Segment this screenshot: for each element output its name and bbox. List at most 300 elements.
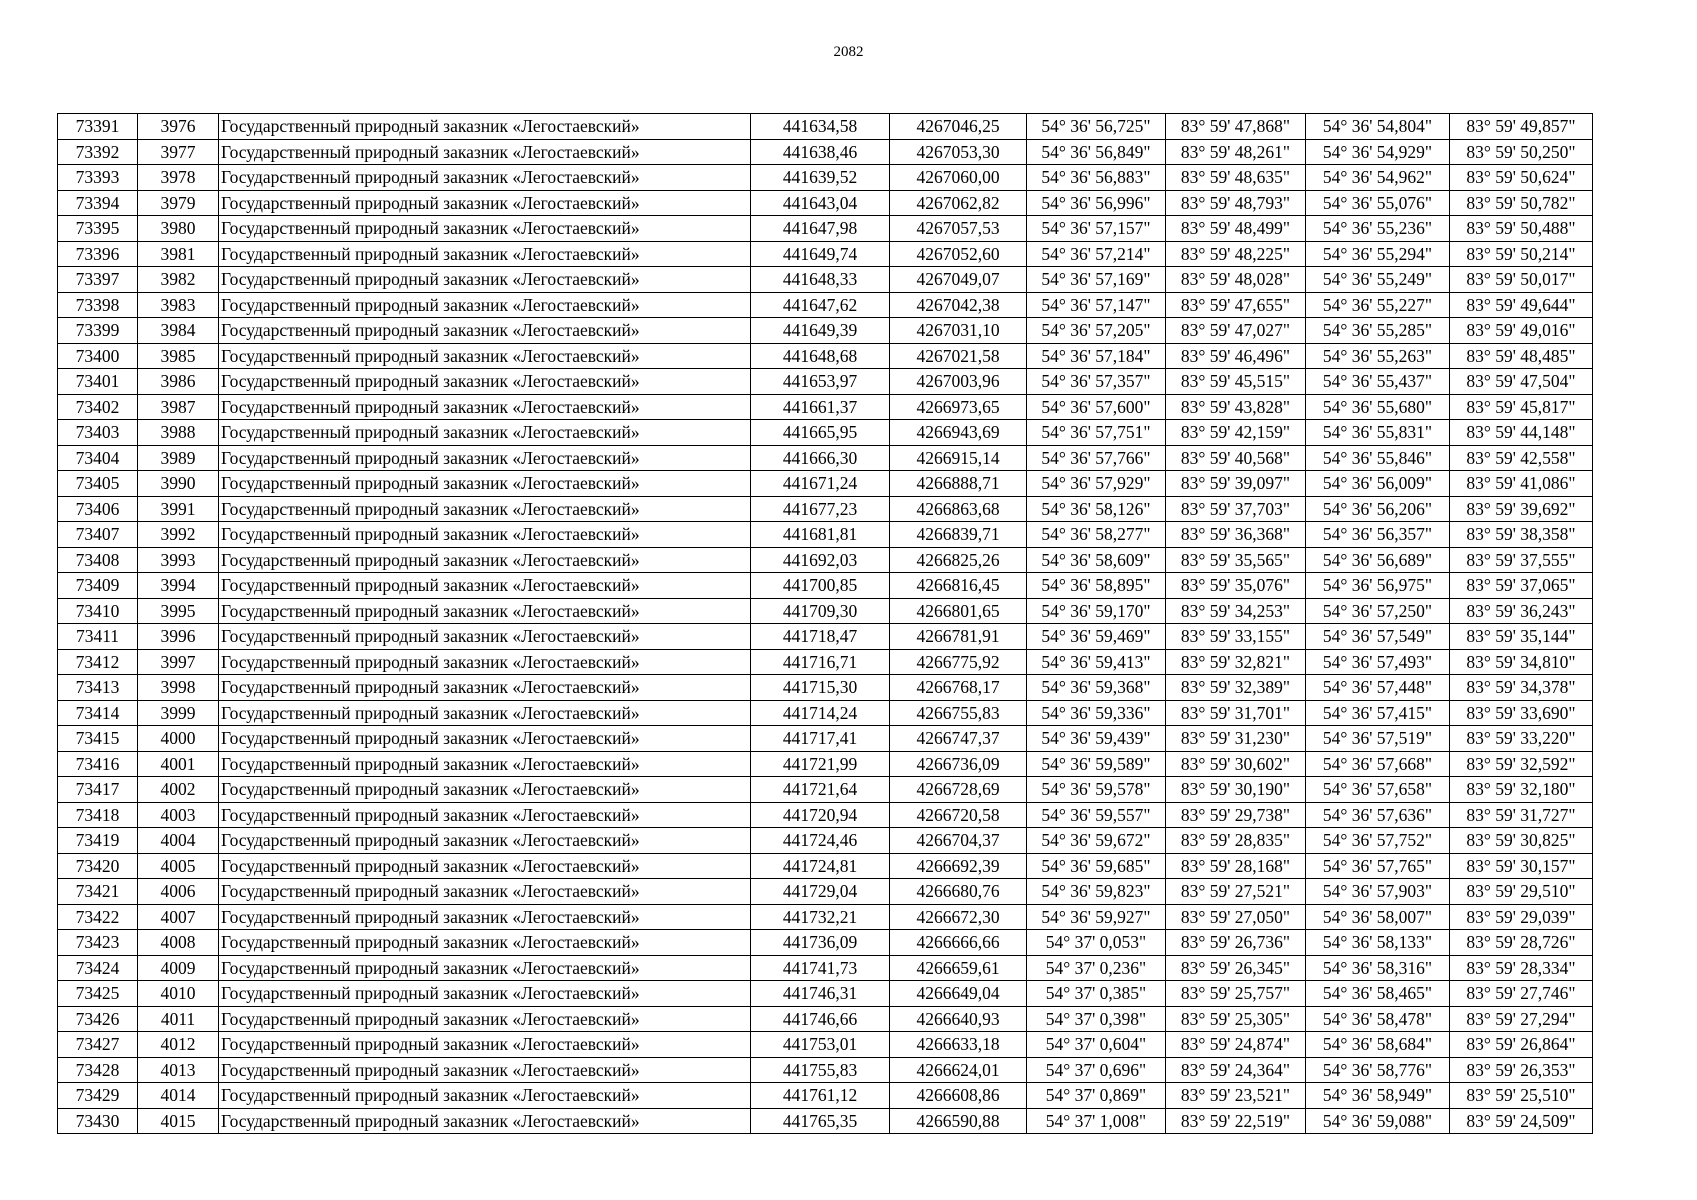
- zone-name-cell: Государственный природный заказник «Легостаевский»: [219, 420, 751, 446]
- row-index-cell: 73423: [58, 930, 138, 956]
- zone-name-cell: Государственный природный заказник «Легостаевский»: [219, 139, 751, 165]
- zone-name-cell: Государственный природный заказник «Легостаевский»: [219, 1083, 751, 1109]
- latitude-2-cell: 54° 36' 58,478": [1306, 1006, 1450, 1032]
- coord-x-cell: 441638,46: [751, 139, 890, 165]
- zone-name-cell: Государственный природный заказник «Легостаевский»: [219, 1006, 751, 1032]
- latitude-1-cell: 54° 37' 0,236": [1027, 955, 1166, 981]
- point-number-cell: 3976: [138, 114, 219, 140]
- longitude-1-cell: 83° 59' 25,757": [1166, 981, 1306, 1007]
- row-index-cell: 73419: [58, 828, 138, 854]
- table-row: [58, 241, 1593, 267]
- point-number-cell: 3982: [138, 267, 219, 293]
- longitude-2-cell: 83° 59' 29,039": [1450, 904, 1593, 930]
- longitude-1-cell: 83° 59' 30,190": [1166, 777, 1306, 803]
- zone-name-cell: Государственный природный заказник «Легостаевский»: [219, 777, 751, 803]
- point-number-cell: 3990: [138, 471, 219, 497]
- latitude-2-cell: 54° 36' 58,316": [1306, 955, 1450, 981]
- coord-y-cell: 4267052,60: [890, 241, 1027, 267]
- zone-name-cell: Государственный природный заказник «Легостаевский»: [219, 853, 751, 879]
- latitude-2-cell: 54° 36' 56,206": [1306, 496, 1450, 522]
- coord-y-cell: 4266640,93: [890, 1006, 1027, 1032]
- zone-name-cell: Государственный природный заказник «Легостаевский»: [219, 165, 751, 191]
- point-number-cell: 4015: [138, 1108, 219, 1134]
- coord-y-cell: 4266590,88: [890, 1108, 1027, 1134]
- coord-y-cell: 4267060,00: [890, 165, 1027, 191]
- latitude-1-cell: 54° 36' 58,126": [1027, 496, 1166, 522]
- table-row: [58, 420, 1593, 446]
- coord-x-cell: 441732,21: [751, 904, 890, 930]
- longitude-1-cell: 83° 59' 33,155": [1166, 624, 1306, 650]
- latitude-1-cell: 54° 36' 57,357": [1027, 369, 1166, 395]
- table-row: [58, 522, 1593, 548]
- row-index-cell: 73398: [58, 292, 138, 318]
- longitude-1-cell: 83° 59' 35,076": [1166, 573, 1306, 599]
- latitude-2-cell: 54° 36' 59,088": [1306, 1108, 1450, 1134]
- row-index-cell: 73391: [58, 114, 138, 140]
- table-row: [58, 598, 1593, 624]
- coord-y-cell: 4266659,61: [890, 955, 1027, 981]
- point-number-cell: 3980: [138, 216, 219, 242]
- longitude-2-cell: 83° 59' 34,810": [1450, 649, 1593, 675]
- zone-name-cell: Государственный природный заказник «Легостаевский»: [219, 114, 751, 140]
- longitude-2-cell: 83° 59' 50,214": [1450, 241, 1593, 267]
- latitude-2-cell: 54° 36' 55,076": [1306, 190, 1450, 216]
- longitude-1-cell: 83° 59' 32,821": [1166, 649, 1306, 675]
- longitude-2-cell: 83° 59' 50,782": [1450, 190, 1593, 216]
- zone-name-cell: Государственный природный заказник «Легостаевский»: [219, 930, 751, 956]
- latitude-2-cell: 54° 36' 55,680": [1306, 394, 1450, 420]
- longitude-2-cell: 83° 59' 30,157": [1450, 853, 1593, 879]
- latitude-2-cell: 54° 36' 55,831": [1306, 420, 1450, 446]
- table-row: [58, 573, 1593, 599]
- coord-x-cell: 441721,99: [751, 751, 890, 777]
- coord-x-cell: 441746,66: [751, 1006, 890, 1032]
- coord-x-cell: 441724,81: [751, 853, 890, 879]
- latitude-2-cell: 54° 36' 54,929": [1306, 139, 1450, 165]
- longitude-2-cell: 83° 59' 26,353": [1450, 1057, 1593, 1083]
- latitude-2-cell: 54° 36' 57,668": [1306, 751, 1450, 777]
- table-row: [58, 802, 1593, 828]
- longitude-2-cell: 83° 59' 45,817": [1450, 394, 1593, 420]
- coord-y-cell: 4266633,18: [890, 1032, 1027, 1058]
- zone-name-cell: Государственный природный заказник «Легостаевский»: [219, 1108, 751, 1134]
- coord-y-cell: 4266672,30: [890, 904, 1027, 930]
- zone-name-cell: Государственный природный заказник «Легостаевский»: [219, 547, 751, 573]
- coord-x-cell: 441647,98: [751, 216, 890, 242]
- coord-x-cell: 441716,71: [751, 649, 890, 675]
- point-number-cell: 4005: [138, 853, 219, 879]
- point-number-cell: 4004: [138, 828, 219, 854]
- latitude-2-cell: 54° 36' 55,294": [1306, 241, 1450, 267]
- latitude-1-cell: 54° 36' 59,557": [1027, 802, 1166, 828]
- coord-y-cell: 4266888,71: [890, 471, 1027, 497]
- latitude-2-cell: 54° 36' 57,415": [1306, 700, 1450, 726]
- longitude-1-cell: 83° 59' 28,168": [1166, 853, 1306, 879]
- longitude-2-cell: 83° 59' 35,144": [1450, 624, 1593, 650]
- table-row: [58, 343, 1593, 369]
- point-number-cell: 4006: [138, 879, 219, 905]
- point-number-cell: 3978: [138, 165, 219, 191]
- coord-y-cell: 4266608,86: [890, 1083, 1027, 1109]
- latitude-1-cell: 54° 36' 59,823": [1027, 879, 1166, 905]
- longitude-1-cell: 83° 59' 29,738": [1166, 802, 1306, 828]
- longitude-1-cell: 83° 59' 47,868": [1166, 114, 1306, 140]
- coord-x-cell: 441648,68: [751, 343, 890, 369]
- zone-name-cell: Государственный природный заказник «Легостаевский»: [219, 624, 751, 650]
- table-row: [58, 675, 1593, 701]
- table-row: [58, 471, 1593, 497]
- table-row: [58, 1032, 1593, 1058]
- row-index-cell: 73416: [58, 751, 138, 777]
- coord-y-cell: 4266728,69: [890, 777, 1027, 803]
- row-index-cell: 73409: [58, 573, 138, 599]
- coord-x-cell: 441648,33: [751, 267, 890, 293]
- longitude-1-cell: 83° 59' 42,159": [1166, 420, 1306, 446]
- longitude-1-cell: 83° 59' 26,736": [1166, 930, 1306, 956]
- latitude-1-cell: 54° 36' 57,929": [1027, 471, 1166, 497]
- coord-x-cell: 441665,95: [751, 420, 890, 446]
- latitude-1-cell: 54° 36' 59,578": [1027, 777, 1166, 803]
- longitude-2-cell: 83° 59' 32,180": [1450, 777, 1593, 803]
- point-number-cell: 3993: [138, 547, 219, 573]
- coord-y-cell: 4266801,65: [890, 598, 1027, 624]
- latitude-1-cell: 54° 36' 57,751": [1027, 420, 1166, 446]
- latitude-2-cell: 54° 36' 56,975": [1306, 573, 1450, 599]
- table-row: [58, 114, 1593, 140]
- row-index-cell: 73420: [58, 853, 138, 879]
- coord-x-cell: 441718,47: [751, 624, 890, 650]
- coord-y-cell: 4267057,53: [890, 216, 1027, 242]
- table-row: [58, 853, 1593, 879]
- coord-y-cell: 4266680,76: [890, 879, 1027, 905]
- latitude-1-cell: 54° 36' 59,685": [1027, 853, 1166, 879]
- coordinates-table: [57, 113, 1593, 1134]
- latitude-1-cell: 54° 36' 57,205": [1027, 318, 1166, 344]
- latitude-1-cell: 54° 37' 0,385": [1027, 981, 1166, 1007]
- longitude-2-cell: 83° 59' 27,294": [1450, 1006, 1593, 1032]
- page-number: 2082: [833, 44, 864, 60]
- latitude-1-cell: 54° 37' 0,053": [1027, 930, 1166, 956]
- row-index-cell: 73392: [58, 139, 138, 165]
- longitude-2-cell: 83° 59' 38,358": [1450, 522, 1593, 548]
- zone-name-cell: Государственный природный заказник «Легостаевский»: [219, 649, 751, 675]
- table-row: [58, 649, 1593, 675]
- row-index-cell: 73421: [58, 879, 138, 905]
- point-number-cell: 4001: [138, 751, 219, 777]
- zone-name-cell: Государственный природный заказник «Легостаевский»: [219, 216, 751, 242]
- row-index-cell: 73397: [58, 267, 138, 293]
- coord-x-cell: 441720,94: [751, 802, 890, 828]
- coord-y-cell: 4266624,01: [890, 1057, 1027, 1083]
- table-row: [58, 496, 1593, 522]
- coord-x-cell: 441643,04: [751, 190, 890, 216]
- table-row: [58, 777, 1593, 803]
- table-row: [58, 624, 1593, 650]
- coord-x-cell: 441721,64: [751, 777, 890, 803]
- coord-x-cell: 441681,81: [751, 522, 890, 548]
- longitude-2-cell: 83° 59' 37,555": [1450, 547, 1593, 573]
- zone-name-cell: Государственный природный заказник «Легостаевский»: [219, 241, 751, 267]
- row-index-cell: 73428: [58, 1057, 138, 1083]
- row-index-cell: 73417: [58, 777, 138, 803]
- point-number-cell: 3985: [138, 343, 219, 369]
- coord-x-cell: 441753,01: [751, 1032, 890, 1058]
- point-number-cell: 3994: [138, 573, 219, 599]
- table-row: [58, 1057, 1593, 1083]
- latitude-1-cell: 54° 37' 0,398": [1027, 1006, 1166, 1032]
- coord-x-cell: 441736,09: [751, 930, 890, 956]
- table-row: [58, 930, 1593, 956]
- point-number-cell: 4009: [138, 955, 219, 981]
- zone-name-cell: Государственный природный заказник «Легостаевский»: [219, 369, 751, 395]
- zone-name-cell: Государственный природный заказник «Легостаевский»: [219, 981, 751, 1007]
- longitude-2-cell: 83° 59' 29,510": [1450, 879, 1593, 905]
- latitude-2-cell: 54° 36' 57,493": [1306, 649, 1450, 675]
- longitude-1-cell: 83° 59' 36,368": [1166, 522, 1306, 548]
- latitude-1-cell: 54° 36' 57,766": [1027, 445, 1166, 471]
- table-row: [58, 955, 1593, 981]
- coord-x-cell: 441755,83: [751, 1057, 890, 1083]
- longitude-1-cell: 83° 59' 24,364": [1166, 1057, 1306, 1083]
- coord-x-cell: 441761,12: [751, 1083, 890, 1109]
- zone-name-cell: Государственный природный заказник «Легостаевский»: [219, 802, 751, 828]
- table-row: [58, 267, 1593, 293]
- coord-y-cell: 4267062,82: [890, 190, 1027, 216]
- coord-x-cell: 441765,35: [751, 1108, 890, 1134]
- longitude-1-cell: 83° 59' 26,345": [1166, 955, 1306, 981]
- longitude-2-cell: 83° 59' 24,509": [1450, 1108, 1593, 1134]
- table-row: [58, 828, 1593, 854]
- coord-x-cell: 441677,23: [751, 496, 890, 522]
- longitude-2-cell: 83° 59' 28,726": [1450, 930, 1593, 956]
- latitude-1-cell: 54° 36' 58,895": [1027, 573, 1166, 599]
- point-number-cell: 3984: [138, 318, 219, 344]
- latitude-1-cell: 54° 36' 59,413": [1027, 649, 1166, 675]
- longitude-1-cell: 83° 59' 46,496": [1166, 343, 1306, 369]
- table-row: [58, 700, 1593, 726]
- longitude-1-cell: 83° 59' 22,519": [1166, 1108, 1306, 1134]
- row-index-cell: 73418: [58, 802, 138, 828]
- latitude-2-cell: 54° 36' 55,236": [1306, 216, 1450, 242]
- zone-name-cell: Государственный природный заказник «Легостаевский»: [219, 522, 751, 548]
- coord-y-cell: 4267003,96: [890, 369, 1027, 395]
- latitude-2-cell: 54° 36' 55,437": [1306, 369, 1450, 395]
- row-index-cell: 73405: [58, 471, 138, 497]
- table-row: [58, 1108, 1593, 1134]
- zone-name-cell: Государственный природный заказник «Легостаевский»: [219, 445, 751, 471]
- coord-x-cell: 441647,62: [751, 292, 890, 318]
- latitude-2-cell: 54° 36' 56,689": [1306, 547, 1450, 573]
- latitude-2-cell: 54° 36' 58,007": [1306, 904, 1450, 930]
- latitude-2-cell: 54° 36' 57,903": [1306, 879, 1450, 905]
- latitude-2-cell: 54° 36' 57,448": [1306, 675, 1450, 701]
- row-index-cell: 73404: [58, 445, 138, 471]
- coord-y-cell: 4266768,17: [890, 675, 1027, 701]
- point-number-cell: 3991: [138, 496, 219, 522]
- longitude-2-cell: 83° 59' 34,378": [1450, 675, 1593, 701]
- coord-x-cell: 441653,97: [751, 369, 890, 395]
- longitude-1-cell: 83° 59' 48,225": [1166, 241, 1306, 267]
- point-number-cell: 4012: [138, 1032, 219, 1058]
- longitude-2-cell: 83° 59' 33,220": [1450, 726, 1593, 752]
- point-number-cell: 4011: [138, 1006, 219, 1032]
- coord-y-cell: 4266704,37: [890, 828, 1027, 854]
- row-index-cell: 73407: [58, 522, 138, 548]
- table-body: [58, 114, 1593, 1134]
- longitude-2-cell: 83° 59' 30,825": [1450, 828, 1593, 854]
- longitude-2-cell: 83° 59' 25,510": [1450, 1083, 1593, 1109]
- longitude-1-cell: 83° 59' 34,253": [1166, 598, 1306, 624]
- zone-name-cell: Государственный природный заказник «Легостаевский»: [219, 751, 751, 777]
- latitude-2-cell: 54° 36' 57,250": [1306, 598, 1450, 624]
- coord-x-cell: 441649,74: [751, 241, 890, 267]
- row-index-cell: 73395: [58, 216, 138, 242]
- latitude-1-cell: 54° 36' 59,336": [1027, 700, 1166, 726]
- longitude-2-cell: 83° 59' 26,864": [1450, 1032, 1593, 1058]
- zone-name-cell: Государственный природный заказник «Легостаевский»: [219, 675, 751, 701]
- longitude-1-cell: 83° 59' 25,305": [1166, 1006, 1306, 1032]
- latitude-1-cell: 54° 37' 0,604": [1027, 1032, 1166, 1058]
- table-row: [58, 318, 1593, 344]
- latitude-1-cell: 54° 36' 57,147": [1027, 292, 1166, 318]
- row-index-cell: 73410: [58, 598, 138, 624]
- row-index-cell: 73406: [58, 496, 138, 522]
- zone-name-cell: Государственный природный заказник «Легостаевский»: [219, 700, 751, 726]
- latitude-2-cell: 54° 36' 58,684": [1306, 1032, 1450, 1058]
- row-index-cell: 73422: [58, 904, 138, 930]
- coord-y-cell: 4266816,45: [890, 573, 1027, 599]
- row-index-cell: 73393: [58, 165, 138, 191]
- point-number-cell: 3997: [138, 649, 219, 675]
- coord-y-cell: 4267053,30: [890, 139, 1027, 165]
- row-index-cell: 73412: [58, 649, 138, 675]
- row-index-cell: 73401: [58, 369, 138, 395]
- latitude-2-cell: 54° 36' 55,285": [1306, 318, 1450, 344]
- coord-y-cell: 4266720,58: [890, 802, 1027, 828]
- coord-x-cell: 441709,30: [751, 598, 890, 624]
- point-number-cell: 3996: [138, 624, 219, 650]
- coord-y-cell: 4266666,66: [890, 930, 1027, 956]
- coord-y-cell: 4267042,38: [890, 292, 1027, 318]
- point-number-cell: 4010: [138, 981, 219, 1007]
- longitude-2-cell: 83° 59' 48,485": [1450, 343, 1593, 369]
- coord-y-cell: 4266943,69: [890, 420, 1027, 446]
- latitude-2-cell: 54° 36' 54,804": [1306, 114, 1450, 140]
- latitude-2-cell: 54° 36' 58,949": [1306, 1083, 1450, 1109]
- point-number-cell: 4008: [138, 930, 219, 956]
- zone-name-cell: Государственный природный заказник «Легостаевский»: [219, 879, 751, 905]
- point-number-cell: 3999: [138, 700, 219, 726]
- latitude-1-cell: 54° 36' 57,157": [1027, 216, 1166, 242]
- zone-name-cell: Государственный природный заказник «Легостаевский»: [219, 955, 751, 981]
- row-index-cell: 73425: [58, 981, 138, 1007]
- latitude-1-cell: 54° 36' 56,849": [1027, 139, 1166, 165]
- longitude-2-cell: 83° 59' 49,857": [1450, 114, 1593, 140]
- point-number-cell: 4014: [138, 1083, 219, 1109]
- latitude-2-cell: 54° 36' 55,249": [1306, 267, 1450, 293]
- latitude-1-cell: 54° 36' 56,725": [1027, 114, 1166, 140]
- longitude-2-cell: 83° 59' 28,334": [1450, 955, 1593, 981]
- longitude-2-cell: 83° 59' 44,148": [1450, 420, 1593, 446]
- longitude-2-cell: 83° 59' 31,727": [1450, 802, 1593, 828]
- row-index-cell: 73402: [58, 394, 138, 420]
- longitude-1-cell: 83° 59' 35,565": [1166, 547, 1306, 573]
- table-row: [58, 751, 1593, 777]
- row-index-cell: 73394: [58, 190, 138, 216]
- coord-x-cell: 441714,24: [751, 700, 890, 726]
- longitude-2-cell: 83° 59' 49,644": [1450, 292, 1593, 318]
- coord-x-cell: 441634,58: [751, 114, 890, 140]
- latitude-1-cell: 54° 36' 57,214": [1027, 241, 1166, 267]
- table-row: [58, 190, 1593, 216]
- latitude-2-cell: 54° 36' 57,752": [1306, 828, 1450, 854]
- coord-x-cell: 441639,52: [751, 165, 890, 191]
- table-row: [58, 981, 1593, 1007]
- point-number-cell: 4003: [138, 802, 219, 828]
- row-index-cell: 73414: [58, 700, 138, 726]
- coord-y-cell: 4266825,26: [890, 547, 1027, 573]
- latitude-1-cell: 54° 37' 0,869": [1027, 1083, 1166, 1109]
- point-number-cell: 3988: [138, 420, 219, 446]
- point-number-cell: 3998: [138, 675, 219, 701]
- row-index-cell: 73429: [58, 1083, 138, 1109]
- table-row: [58, 879, 1593, 905]
- latitude-1-cell: 54° 36' 57,184": [1027, 343, 1166, 369]
- zone-name-cell: Государственный природный заказник «Легостаевский»: [219, 496, 751, 522]
- point-number-cell: 3987: [138, 394, 219, 420]
- zone-name-cell: Государственный природный заказник «Легостаевский»: [219, 828, 751, 854]
- latitude-1-cell: 54° 36' 59,672": [1027, 828, 1166, 854]
- latitude-2-cell: 54° 36' 57,549": [1306, 624, 1450, 650]
- table-row: [58, 445, 1593, 471]
- latitude-1-cell: 54° 36' 56,996": [1027, 190, 1166, 216]
- zone-name-cell: Государственный природный заказник «Легостаевский»: [219, 904, 751, 930]
- longitude-1-cell: 83° 59' 43,828": [1166, 394, 1306, 420]
- coord-y-cell: 4267031,10: [890, 318, 1027, 344]
- point-number-cell: 3989: [138, 445, 219, 471]
- longitude-1-cell: 83° 59' 31,230": [1166, 726, 1306, 752]
- longitude-1-cell: 83° 59' 40,568": [1166, 445, 1306, 471]
- longitude-1-cell: 83° 59' 31,701": [1166, 700, 1306, 726]
- coord-x-cell: 441729,04: [751, 879, 890, 905]
- longitude-2-cell: 83° 59' 39,692": [1450, 496, 1593, 522]
- point-number-cell: 4000: [138, 726, 219, 752]
- longitude-1-cell: 83° 59' 37,703": [1166, 496, 1306, 522]
- coord-x-cell: 441692,03: [751, 547, 890, 573]
- latitude-1-cell: 54° 36' 58,609": [1027, 547, 1166, 573]
- coord-y-cell: 4266863,68: [890, 496, 1027, 522]
- coord-x-cell: 441671,24: [751, 471, 890, 497]
- table-row: [58, 292, 1593, 318]
- zone-name-cell: Государственный природный заказник «Легостаевский»: [219, 394, 751, 420]
- longitude-2-cell: 83° 59' 36,243": [1450, 598, 1593, 624]
- zone-name-cell: Государственный природный заказник «Легостаевский»: [219, 726, 751, 752]
- latitude-1-cell: 54° 36' 57,600": [1027, 394, 1166, 420]
- latitude-1-cell: 54° 36' 59,589": [1027, 751, 1166, 777]
- latitude-2-cell: 54° 36' 55,227": [1306, 292, 1450, 318]
- latitude-2-cell: 54° 36' 55,846": [1306, 445, 1450, 471]
- point-number-cell: 3979: [138, 190, 219, 216]
- zone-name-cell: Государственный природный заказник «Легостаевский»: [219, 573, 751, 599]
- longitude-1-cell: 83° 59' 32,389": [1166, 675, 1306, 701]
- longitude-2-cell: 83° 59' 41,086": [1450, 471, 1593, 497]
- longitude-2-cell: 83° 59' 33,690": [1450, 700, 1593, 726]
- longitude-1-cell: 83° 59' 28,835": [1166, 828, 1306, 854]
- latitude-1-cell: 54° 36' 59,439": [1027, 726, 1166, 752]
- coord-y-cell: 4266649,04: [890, 981, 1027, 1007]
- zone-name-cell: Государственный природный заказник «Легостаевский»: [219, 598, 751, 624]
- latitude-1-cell: 54° 36' 59,469": [1027, 624, 1166, 650]
